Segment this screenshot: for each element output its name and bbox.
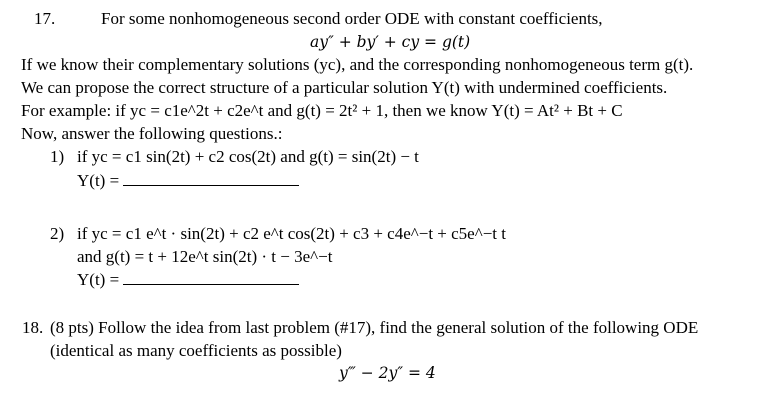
problem-17-equation: ay″ + by′ + cy = g(t) [310, 33, 471, 51]
question-1-given: if yc = c1 sin(2t) + c2 cos(2t) and g(t) = sin(2t) − t [77, 147, 419, 166]
question-1-answer-label: Y(t) = [77, 171, 120, 190]
problem-18-equation: y‴ − 2y″ = 4 [339, 364, 436, 382]
problem-18-text-1: (8 pts) Follow the idea from last problem (#17), find the general solution of the following ODE [50, 318, 699, 337]
question-1-answer-row [77, 171, 299, 191]
problem-17-example: For example: if yc = c1e^2t + c2e^t and g(t) = 2t² + 1, then we know Y(t) = At² + Bt + C [21, 101, 623, 120]
question-2-given: if yc = c1 e^t · sin(2t) + c2 e^t cos(2t) + c3 + c4e^−t + c5e^−t t [77, 224, 506, 243]
problem-17-text-2: We can propose the correct structure of a particular solution Y(t) with undermined coefficients. [21, 78, 668, 97]
problem-17-text-1: If we know their complementary solutions (yc), and the corresponding nonhomogeneous term g(t). [21, 55, 694, 74]
question-2-given-2: and g(t) = t + 12e^t sin(2t) · t − 3e^−t [77, 247, 333, 266]
problem-18-number: 18. [22, 318, 44, 337]
problem-17-intro: For some nonhomogeneous second order ODE with constant coefficients, [101, 9, 603, 28]
question-2-answer-label: Y(t) = [77, 270, 120, 289]
problem-18-text-2: (identical as many coefficients as possible) [50, 341, 342, 360]
question-2-answer-blank[interactable] [123, 270, 299, 285]
question-2-answer-row [77, 270, 299, 290]
question-2-number: 2) [50, 224, 65, 243]
problem-17-now: Now, answer the following questions.: [21, 124, 283, 143]
question-1-answer-blank[interactable] [123, 171, 299, 186]
question-1-number: 1) [50, 147, 65, 166]
problem-17-number: 17. [34, 9, 56, 28]
